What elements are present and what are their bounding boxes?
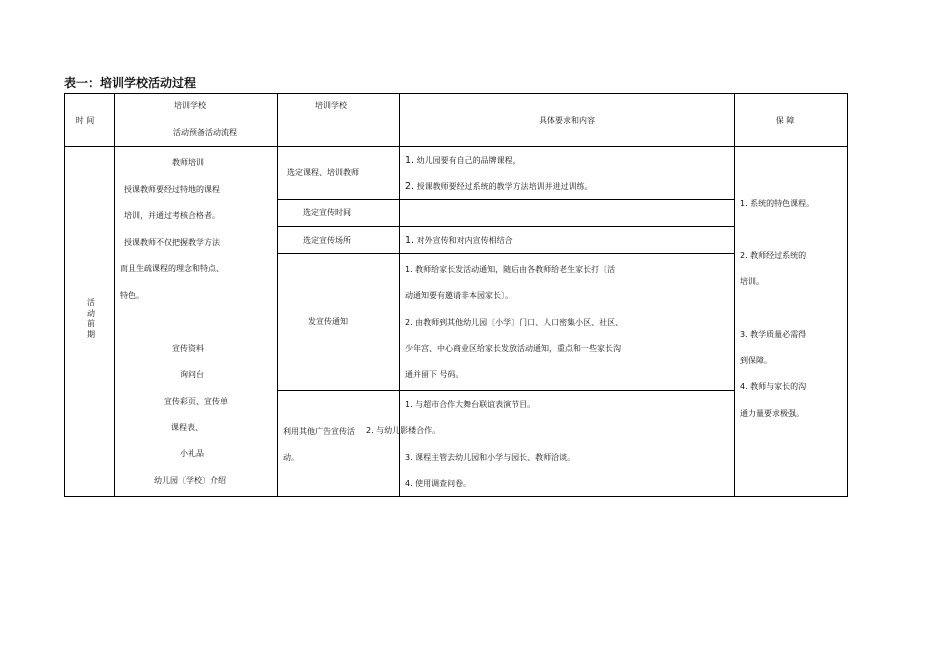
col-divider-2 — [277, 93, 278, 497]
row-line: 2. 由教师到其他幼儿园〔小学〕门口、人口密集小区、社区、 — [405, 318, 624, 327]
phase-char: 动 — [87, 308, 95, 318]
col-divider-3 — [399, 93, 400, 497]
row-line: 3. 课程主管去幼儿园和小学与园长、教师洽谈。 — [405, 453, 576, 462]
header-divider — [64, 146, 848, 147]
row-item: 1. 对外宣传和对内宣传相结合 — [405, 235, 513, 246]
prep-line: 教师培训 — [172, 158, 204, 167]
row-item: 1. 幼儿园要有自己的品牌课程， — [405, 155, 521, 166]
row-divider-2 — [277, 226, 734, 227]
row-name: 发宣传通知 — [308, 317, 348, 326]
prep-line: 特色。 — [120, 291, 144, 300]
row-divider-3 — [277, 253, 734, 254]
guarantee-line: 4. 教师与家长的沟 — [740, 382, 807, 391]
phase-char: 活 — [87, 298, 95, 307]
table-title: 表一：培训学校活动过程 — [64, 76, 197, 90]
header-col4: 具体要求和内容 — [539, 116, 595, 125]
guarantee-line: 到保障。 — [740, 356, 772, 365]
prep-line: 课程表、 — [171, 423, 203, 432]
row-line: 少年宫、中心商业区给家长发放活动通知，重点和一些家长沟 — [405, 344, 621, 353]
prep-line: 授课教师不仅把握教学方法 — [124, 238, 220, 247]
row-line: 4. 使用调查问卷。 — [405, 479, 472, 488]
prep-line: 宣传彩页、宣传单 — [164, 397, 228, 406]
row-divider-1 — [277, 199, 734, 200]
header-time: 时 间 — [75, 116, 95, 125]
guarantee-line: 2. 教师经过系统的 — [740, 251, 807, 260]
row-name: 动。 — [283, 453, 299, 462]
prep-line: 小礼品 — [180, 449, 204, 458]
guarantee-line: 1. 系统的特色课程。 — [740, 199, 815, 208]
row-divider-4 — [277, 390, 734, 391]
row-line: 通并留下 号码。 — [405, 370, 464, 379]
row-line: 动通知要有邀请非本园家长〕。 — [405, 291, 513, 300]
phase-char: 前 — [87, 319, 95, 328]
row-name: 选定宣传场所 — [303, 236, 351, 245]
phase-char: 期 — [87, 329, 95, 339]
row-name: 选定课程、培训教师 — [287, 168, 359, 177]
guarantee-line: 培训。 — [740, 277, 764, 286]
col-divider-4 — [734, 93, 735, 497]
prep-line: 而且生疏课程的理念和特点、 — [120, 264, 224, 273]
row-line: 1. 与超市合作大舞台联谊表演节目。 — [405, 400, 536, 409]
header-col5: 保 障 — [775, 116, 795, 125]
row-item: 2. 授课教师要经过系统的教学方法培训并进过训练。 — [405, 181, 593, 192]
row-line: 1. 教师给家长发活动通知，随后由各教师给老生家长打〔活 — [405, 265, 616, 274]
header-col2-line1: 培训学校 — [174, 101, 206, 110]
row-line: 2. 与幼儿影楼合作。 — [366, 426, 441, 435]
prep-line: 询问台 — [180, 370, 204, 379]
header-col2-line2: 活动预备活动流程 — [173, 128, 237, 137]
col-divider-1 — [114, 93, 115, 497]
phase-label — [86, 298, 96, 340]
header-col3: 培训学校 — [315, 101, 347, 110]
prep-line: 授课教师要经过特地的课程 — [124, 185, 220, 194]
guarantee-line: 3. 教学质量必需得 — [740, 330, 807, 339]
row-name: 利用其他广告宣传活 — [283, 427, 355, 436]
prep-line: 幼儿园〔学校〕介绍 — [154, 476, 226, 485]
row-name: 选定宣传时间 — [303, 208, 351, 217]
prep-line: 培训，并通过考核合格者。 — [124, 211, 220, 220]
prep-line: 宣传资料 — [172, 344, 204, 353]
guarantee-line: 通力量要求极强。 — [740, 409, 804, 418]
